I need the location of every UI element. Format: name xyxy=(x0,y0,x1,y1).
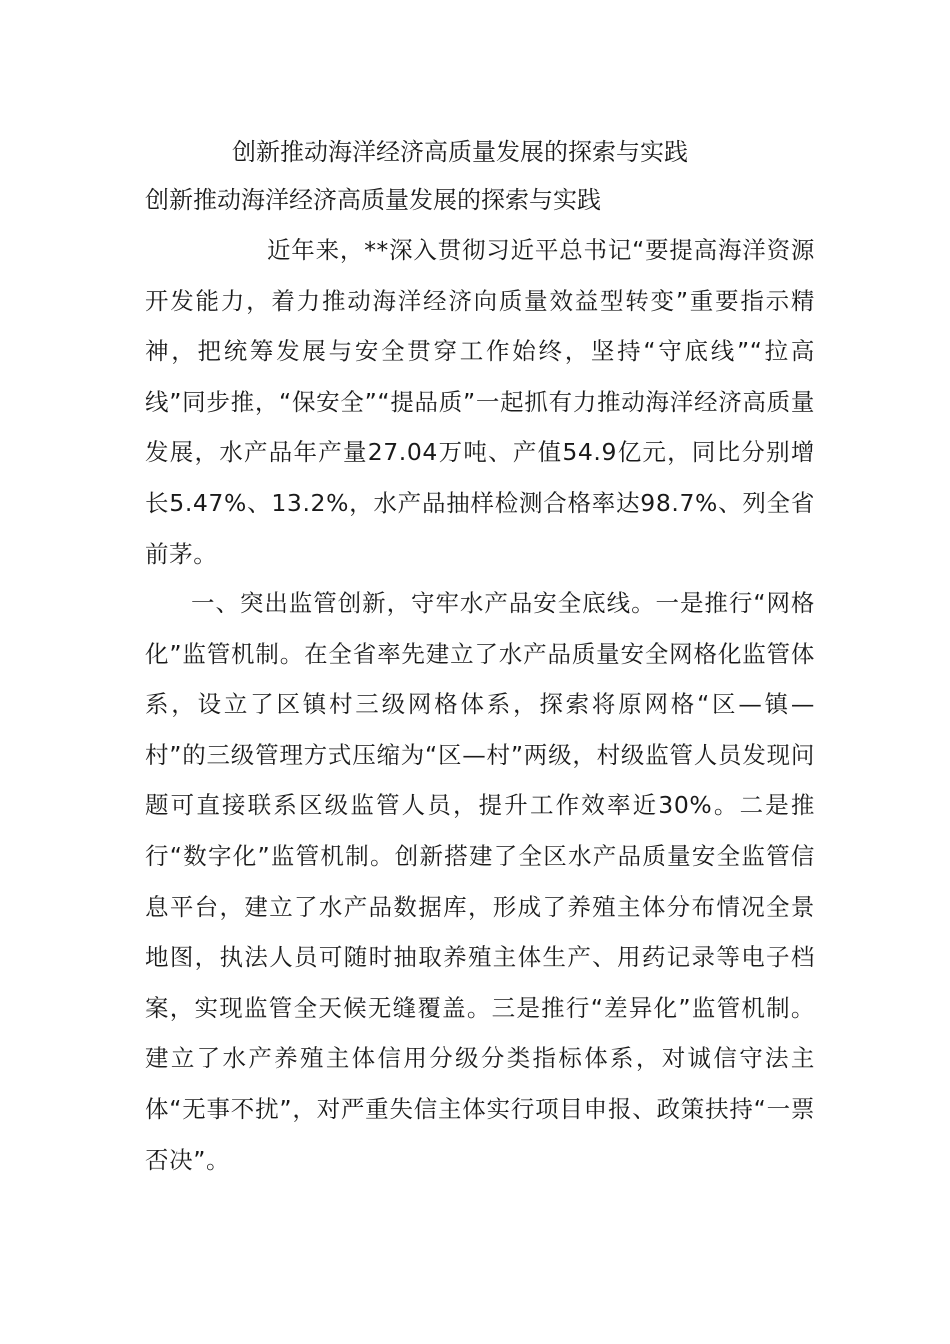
paragraph-intro: 近年来，**深入贯彻习近平总书记“要提高海洋资源开发能力，着力推动海洋经济向质量效益型转变”重要指示精神，把统筹发展与安全贯穿工作始终，坚持“守底线”“拉高线”同步推，“保安全”“提品质”一起抓有力推动海洋经济高质量发展，水产品年产量27.04万吨、产值54.9亿元，同比分别增长5.47%、13.2%，水产品抽样检测合格率达98.7%、列全省前茅。 xyxy=(145,236,815,568)
document-subtitle: 创新推动海洋经济高质量发展的探索与实践 xyxy=(145,186,601,214)
document-title: 创新推动海洋经济高质量发展的探索与实践 xyxy=(232,138,688,166)
paragraph-section-one: 一、突出监管创新，守牢水产品安全底线。一是推行“网格化”监管机制。在全省率先建立了水产品质量安全网格化监管体系，设立了区镇村三级网格体系，探索将原网格“区—镇—村”的三级管理方式压缩为“区—村”两级，村级监管人员发现问题可直接联系区级监管人员，提升工作效率近30%。二是推行“数字化”监管机制。创新搭建了全区水产品质量安全监管信息平台，建立了水产品数据库，形成了养殖主体分布情况全景地图，执法人员可随时抽取养殖主体生产、用药记录等电子档案，实现监管全天候无缝覆盖。三是推行“差异化”监管机制。建立了水产养殖主体信用分级分类指标体系，对诚信守法主体“无事不扰”，对严重失信主体实行项目申报、政策扶持“一票否决”。 xyxy=(145,589,815,1174)
